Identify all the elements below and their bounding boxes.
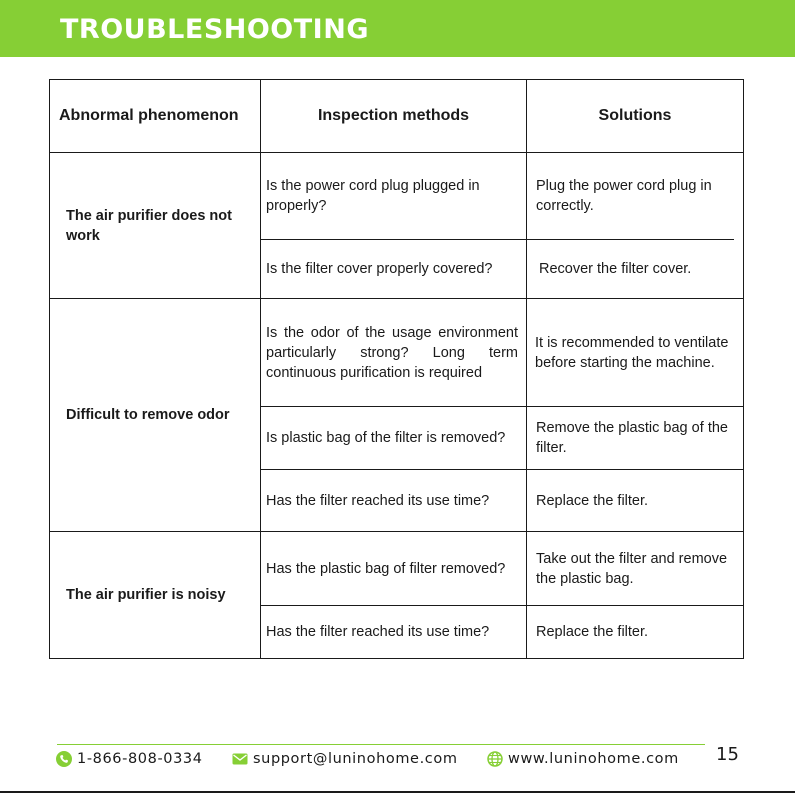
- table-header-row: [50, 80, 744, 153]
- solution-cell: It is recommended to ventilate before starting the machine.: [527, 299, 744, 407]
- solution-cell: Replace the filter.: [527, 606, 744, 659]
- column-header-solutions: Solutions: [527, 80, 744, 153]
- footer-email: [232, 751, 458, 767]
- inspection-cell: [261, 299, 527, 407]
- inspection-cell: Is plastic bag of the filter is removed?: [261, 407, 527, 470]
- phone-number: 1-866-808-0334: [77, 751, 203, 767]
- inspection-cell: Is the filter cover properly covered?: [261, 240, 527, 299]
- phenomenon-cell: Difficult to remove odor: [50, 299, 261, 532]
- solution-cell: Take out the filter and remove the plastic bag.: [527, 532, 744, 606]
- phenomenon-cell: The air purifier is noisy: [50, 532, 261, 659]
- footer-website: [487, 751, 679, 767]
- phenomenon-cell: [50, 153, 261, 299]
- inspection-cell: Has the filter reached its use time?: [261, 606, 527, 659]
- phone-icon: [56, 751, 72, 767]
- globe-icon: [487, 751, 503, 767]
- solution-cell: [527, 407, 744, 470]
- solution-cell: Replace the filter.: [527, 470, 744, 532]
- bottom-divider: [0, 791, 795, 793]
- solution-divider: [527, 239, 734, 240]
- footer-phone: [56, 751, 203, 767]
- table-row: [50, 153, 744, 240]
- column-header-phenomenon: Abnormal phenomenon: [50, 80, 261, 153]
- column-header-inspection: Inspection methods: [261, 80, 527, 153]
- solution-text: Plug the power cord plug in correctly.: [536, 178, 712, 215]
- page-title: TROUBLESHOOTING: [60, 14, 369, 45]
- footer-divider: [57, 744, 705, 745]
- table-row: [50, 532, 744, 606]
- website-url: www.luninohome.com: [508, 751, 679, 767]
- inspection-cell: Has the filter reached its use time?: [261, 470, 527, 532]
- page-number: 15: [716, 744, 739, 765]
- inspection-cell: Has the plastic bag of filter removed?: [261, 532, 527, 606]
- solution-text: Remove the plastic bag of the filter.: [536, 420, 728, 456]
- header-banner: [0, 0, 795, 57]
- email-address: support@luninohome.com: [253, 751, 458, 767]
- phenomenon-text: The air purifier does not work: [66, 207, 232, 244]
- envelope-icon: [232, 751, 248, 767]
- inspection-text: Is the odor of the usage environment particularly strong? Long term continuous purification is required: [266, 324, 518, 381]
- troubleshooting-table: [49, 79, 744, 659]
- inspection-text: Is the power cord plug plugged in properly?: [266, 178, 480, 214]
- solution-cell: [527, 153, 744, 240]
- table-row: [50, 299, 744, 407]
- solution-cell: Recover the filter cover.: [527, 240, 744, 299]
- inspection-cell: [261, 153, 527, 240]
